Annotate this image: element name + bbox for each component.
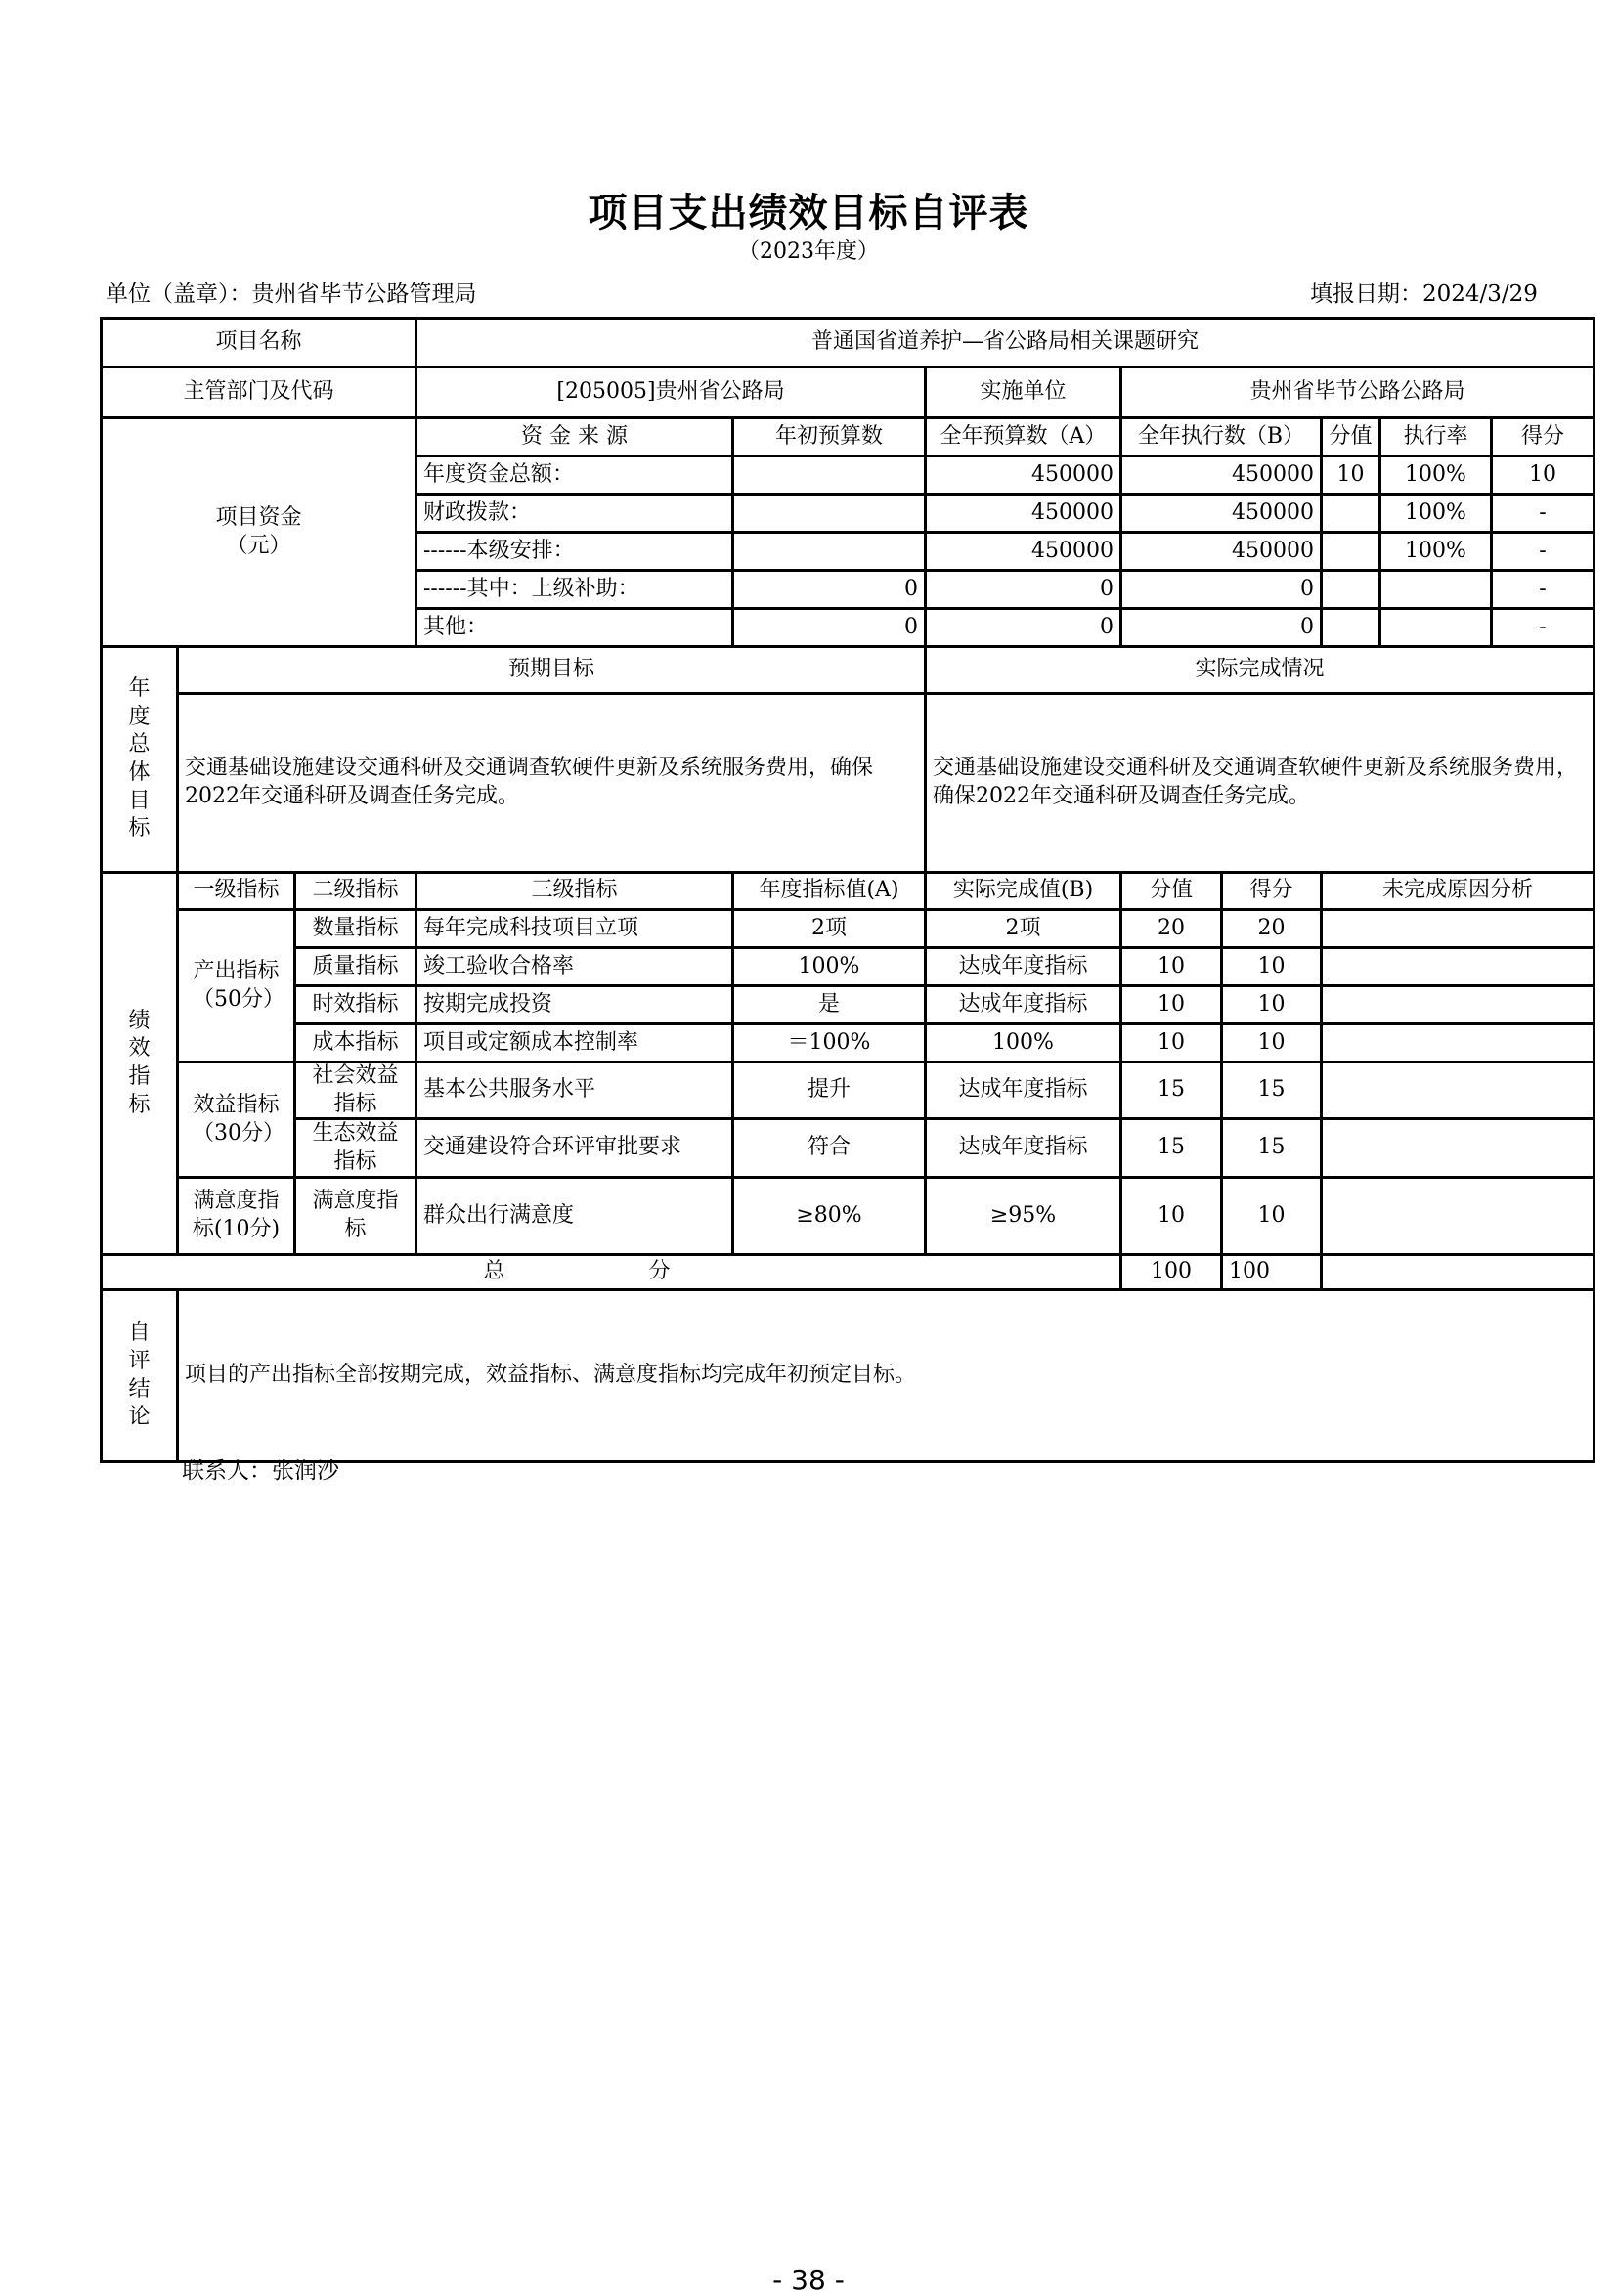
indicator-row-6-cell-0: 满意度指标 (294, 1177, 416, 1255)
indicator-row-2-cell-4: 10 (1120, 985, 1222, 1024)
indicator-row-5-cell-2: 符合 (732, 1118, 926, 1178)
indicator-row-0-cell-0: 数量指标 (294, 909, 416, 948)
indicator-row-1-cell-6 (1321, 947, 1595, 986)
indicator-row-3-cell-6 (1321, 1023, 1595, 1062)
indicator-header-2: 三级指标 (415, 872, 733, 910)
indicator-row-3-cell-3: 100% (925, 1023, 1121, 1062)
actual-completion-header: 实际完成情况 (925, 646, 1595, 694)
funds-header-0: 资 金 来 源 (415, 417, 733, 456)
funds-row-0-cell-0: 年度资金总额： (415, 455, 733, 495)
indicator-row-0-cell-6 (1321, 909, 1595, 948)
indicator-row-2-cell-6 (1321, 985, 1595, 1024)
department-value: [205005]贵州省公路局 (415, 367, 926, 418)
indicator-header-3: 年度指标值(A) (732, 872, 926, 910)
funds-header-1: 年初预算数 (732, 417, 926, 456)
self-evaluation-label: 自评结论 (100, 1289, 178, 1463)
indicator-row-6-cell-1: 群众出行满意度 (415, 1177, 733, 1255)
funds-header-4: 分值 (1321, 417, 1380, 456)
funds-row-3-cell-6: - (1491, 570, 1595, 609)
indicator-row-1-cell-3: 达成年度指标 (925, 947, 1121, 986)
indicator-row-1-cell-5: 10 (1221, 947, 1322, 986)
indicator-row-0-cell-1: 每年完成科技项目立项 (415, 909, 733, 948)
funds-row-4-cell-4 (1321, 608, 1380, 647)
indicator-row-4-cell-0: 社会效益指标 (294, 1061, 416, 1119)
indicator-row-1-cell-0: 质量指标 (294, 947, 416, 986)
indicator-row-0-cell-2: 2项 (732, 909, 926, 948)
funds-row-4-cell-2: 0 (925, 608, 1121, 647)
indicator-header-6: 得分 (1221, 872, 1322, 910)
indicator-row-0-cell-5: 20 (1221, 909, 1322, 948)
expected-goals-text: 交通基础设施建设交通科研及交通调查软硬件更新及系统服务费用，确保2022年交通科研及调查任务完成。 (177, 693, 926, 873)
indicator-row-2-cell-3: 达成年度指标 (925, 985, 1121, 1024)
funds-row-1-cell-4 (1321, 494, 1380, 533)
funds-row-1-cell-2: 450000 (925, 494, 1121, 533)
indicator-row-1-cell-1: 竣工验收合格率 (415, 947, 733, 986)
funds-row-3-cell-5 (1379, 570, 1492, 609)
funds-row-2-cell-6: - (1491, 532, 1595, 571)
indicator-row-5-cell-4: 15 (1120, 1118, 1222, 1178)
performance-indicators-label: 绩效指标 (100, 872, 178, 1255)
department-label: 主管部门及代码 (100, 367, 416, 418)
expected-goals-header: 预期目标 (177, 646, 926, 694)
funds-row-3-cell-4 (1321, 570, 1380, 609)
funds-row-3-cell-1: 0 (732, 570, 926, 609)
funds-row-3-cell-3: 0 (1120, 570, 1322, 609)
total-score-obtained: 100 (1221, 1254, 1322, 1290)
funds-row-4-cell-6: - (1491, 608, 1595, 647)
indicator-row-6-cell-6 (1321, 1177, 1595, 1255)
indicator-row-5-cell-3: 达成年度指标 (925, 1118, 1121, 1178)
indicator-row-4-cell-3: 达成年度指标 (925, 1061, 1121, 1119)
document-title: 项目支出绩效目标自评表 (588, 191, 1029, 236)
indicator-row-2-cell-5: 10 (1221, 985, 1322, 1024)
funds-row-2-cell-4 (1321, 532, 1380, 571)
funds-row-0-cell-4: 10 (1321, 455, 1380, 495)
funds-row-2-cell-2: 450000 (925, 532, 1121, 571)
indicator-header-4: 实际完成值(B) (925, 872, 1121, 910)
indicator-header-0: 一级指标 (177, 872, 295, 910)
funds-row-1-cell-0: 财政拨款： (415, 494, 733, 533)
indicator-row-1-cell-4: 10 (1120, 947, 1222, 986)
funds-header-3: 全年执行数（B） (1120, 417, 1322, 456)
total-row-blank (1321, 1254, 1595, 1290)
level1-satisfaction: 满意度指标(10分) (177, 1177, 295, 1255)
level1-benefit: 效益指标（30分） (177, 1061, 295, 1178)
annual-goals-label: 年度总体目标 (100, 646, 178, 873)
indicator-row-2-cell-2: 是 (732, 985, 926, 1024)
indicator-header-1: 二级指标 (294, 872, 416, 910)
funds-row-0-cell-3: 450000 (1120, 455, 1322, 495)
indicator-row-4-cell-1: 基本公共服务水平 (415, 1061, 733, 1119)
self-evaluation-text: 项目的产出指标全部按期完成，效益指标、满意度指标均完成年初预定目标。 (177, 1289, 1595, 1463)
indicator-row-3-cell-2: ＝100% (732, 1023, 926, 1062)
funds-row-1-cell-3: 450000 (1120, 494, 1322, 533)
funds-row-3-cell-2: 0 (925, 570, 1121, 609)
contact-person: 联系人：张润沙 (182, 1458, 339, 1484)
funds-header-5: 执行率 (1379, 417, 1492, 456)
indicator-row-4-cell-5: 15 (1221, 1061, 1322, 1119)
indicator-row-4-cell-6 (1321, 1061, 1595, 1119)
report-date: 填报日期：2024/3/29 (1310, 282, 1538, 307)
funds-header-6: 得分 (1491, 417, 1595, 456)
funds-row-4-cell-0: 其他： (415, 608, 733, 647)
indicator-row-6-cell-2: ≥80% (732, 1177, 926, 1255)
indicator-row-0-cell-3: 2项 (925, 909, 1121, 948)
indicator-row-2-cell-1: 按期完成投资 (415, 985, 733, 1024)
total-score-value: 100 (1120, 1254, 1222, 1290)
indicator-row-6-cell-3: ≥95% (925, 1177, 1121, 1255)
project-funds-label: 项目资金（元） (100, 417, 416, 647)
funds-row-0-cell-5: 100% (1379, 455, 1492, 495)
implementing-unit-value: 贵州省毕节公路公路局 (1120, 367, 1595, 418)
funds-row-4-cell-1: 0 (732, 608, 926, 647)
indicator-row-1-cell-2: 100% (732, 947, 926, 986)
funds-header-2: 全年预算数（A） (925, 417, 1121, 456)
project-name-value: 普通国省道养护—省公路局相关课题研究 (415, 317, 1595, 368)
total-score-label: 总 分 (100, 1254, 1121, 1290)
funds-row-2-cell-5: 100% (1379, 532, 1492, 571)
indicator-row-2-cell-0: 时效指标 (294, 985, 416, 1024)
indicator-row-5-cell-5: 15 (1221, 1118, 1322, 1178)
indicator-row-3-cell-0: 成本指标 (294, 1023, 416, 1062)
indicator-row-3-cell-1: 项目或定额成本控制率 (415, 1023, 733, 1062)
indicator-row-6-cell-5: 10 (1221, 1177, 1322, 1255)
funds-row-2-cell-3: 450000 (1120, 532, 1322, 571)
page-number: - 38 - (772, 2264, 845, 2296)
indicator-header-7: 未完成原因分析 (1321, 872, 1595, 910)
funds-row-2-cell-1 (732, 532, 926, 571)
document-year: （2023年度） (738, 239, 879, 264)
indicator-row-5-cell-0: 生态效益指标 (294, 1118, 416, 1178)
project-name-label: 项目名称 (100, 317, 416, 368)
funds-row-0-cell-6: 10 (1491, 455, 1595, 495)
funds-row-4-cell-3: 0 (1120, 608, 1322, 647)
indicator-row-0-cell-4: 20 (1120, 909, 1222, 948)
indicator-header-5: 分值 (1120, 872, 1222, 910)
indicator-row-5-cell-1: 交通建设符合环评审批要求 (415, 1118, 733, 1178)
funds-row-1-cell-1 (732, 494, 926, 533)
implementing-unit-label: 实施单位 (925, 367, 1121, 418)
indicator-row-4-cell-4: 15 (1120, 1061, 1222, 1119)
funds-row-1-cell-6: - (1491, 494, 1595, 533)
funds-row-0-cell-1 (732, 455, 926, 495)
reporting-unit: 单位（盖章）：贵州省毕节公路管理局 (106, 282, 477, 307)
level1-output: 产出指标（50分） (177, 909, 295, 1062)
indicator-row-3-cell-4: 10 (1120, 1023, 1222, 1062)
funds-row-3-cell-0: ------其中：上级补助： (415, 570, 733, 609)
actual-completion-text: 交通基础设施建设交通科研及交通调查软硬件更新及系统服务费用，确保2022年交通科研及调查任务完成。 (925, 693, 1595, 873)
funds-row-0-cell-2: 450000 (925, 455, 1121, 495)
funds-row-4-cell-5 (1379, 608, 1492, 647)
indicator-row-6-cell-4: 10 (1120, 1177, 1222, 1255)
funds-row-1-cell-5: 100% (1379, 494, 1492, 533)
indicator-row-3-cell-5: 10 (1221, 1023, 1322, 1062)
indicator-row-5-cell-6 (1321, 1118, 1595, 1178)
indicator-row-4-cell-2: 提升 (732, 1061, 926, 1119)
funds-row-2-cell-0: ------本级安排： (415, 532, 733, 571)
